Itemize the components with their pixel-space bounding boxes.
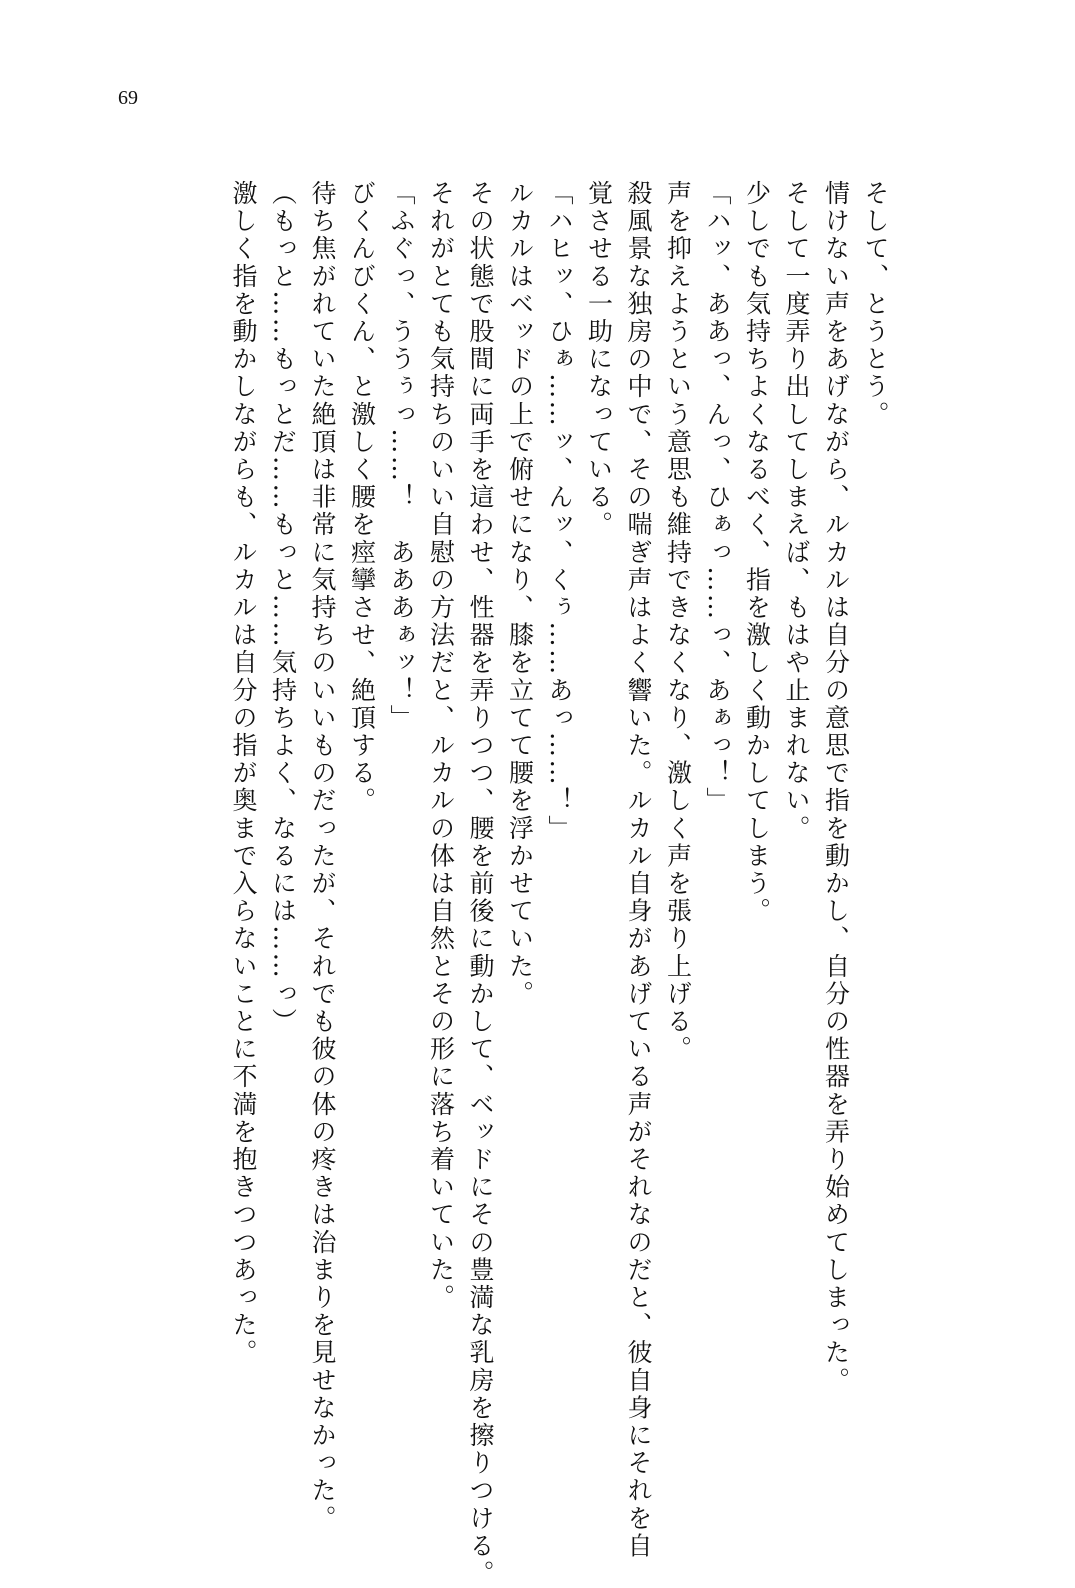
page-number: 69 xyxy=(118,87,138,109)
text-line: 少しでも気持ちよくなるべく、指を激しく動かしてしまう。 xyxy=(742,180,772,926)
text-line: そして一度弄り出してしまえば、もはや止まれない。 xyxy=(782,180,811,843)
text-line: 激しく指を動かしながらも、ルカルは自分の指が奥まで入らないことに不満を抱きつつあった。 xyxy=(229,180,258,1367)
thought-line: （もっと……もっとだ……もっと……気持ちよく、なるには……っ） xyxy=(268,180,298,1036)
text-line: 殺風景な独房の中で、その喘ぎ声はよく響いた。ルカル自身があげている声がそれなのだと、彼自身にそれを自 xyxy=(624,180,653,1560)
text-line: そして、とうとう。 xyxy=(861,180,890,429)
text-line: 声を抑えようという意思も維持できなくなり、激しく声を張り上げる。 xyxy=(663,180,693,1064)
dialogue-line: 「ハッ、ああっ、んっ、ひぁっ……っ、あぁっ！」 xyxy=(703,180,732,815)
text-line: ルカルはベッドの上で俯せになり、膝を立てて腰を浮かせていた。 xyxy=(505,180,535,1008)
dialogue-line: 「ふぐっ、ううぅっ……！ あああぁッ！」 xyxy=(387,180,416,732)
body-text xyxy=(224,180,896,1588)
text-line: 待ち焦がれていた絶頂は非常に気持ちのいいものだったが、それでも彼の体の疼きは治まりを見せなかった。 xyxy=(308,180,337,1533)
dialogue-line: 「ハヒッ、ひぁ……ッ、んッ、くぅ……あっ……！」 xyxy=(545,180,574,843)
text-line: それがとても気持ちのいい自慰の方法だと、ルカルの体は自然とその形に落ち着いていた。 xyxy=(426,180,456,1312)
text-line: その状態で股間に両手を這わせ、性器を弄りつつ、腰を前後に動かして、ベッドにその豊満な乳房を擦りつける。 xyxy=(466,180,495,1588)
text-line: びくんびくん、と激しく腰を痙攣させ、絶頂する。 xyxy=(347,180,377,815)
text-line: 覚させる一助になっている。 xyxy=(584,180,614,539)
text-line: 情けない声をあげながら、ルカルは自分の意思で指を動かし、自分の性器を弄り始めてしまった。 xyxy=(821,180,851,1395)
